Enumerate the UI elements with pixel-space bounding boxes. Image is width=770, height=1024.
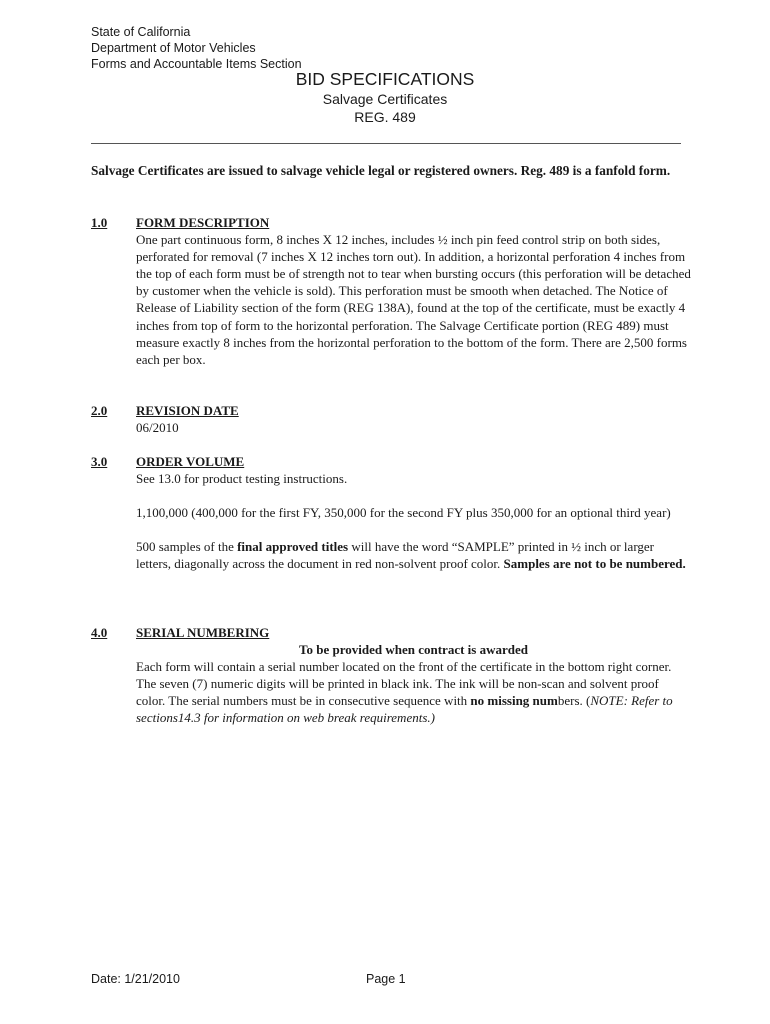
section-body <box>136 470 691 572</box>
section-form-description <box>91 214 691 368</box>
section-number: 1.0 <box>91 215 108 230</box>
contract-subheading: To be provided when contract is awarded <box>299 642 528 658</box>
section-number: 2.0 <box>91 403 108 418</box>
section-number: 3.0 <box>91 454 108 469</box>
section-heading <box>91 624 691 641</box>
section-title: FORM DESCRIPTION <box>136 215 270 230</box>
document-subtitle: Salvage Certificates <box>322 91 448 107</box>
agency-section: Forms and Accountable Items Section <box>91 57 302 71</box>
agency-header <box>91 24 302 72</box>
order-quantity: 1,100,000 (400,000 for the first FY, 350,000 for the second FY plus 350,000 for an optional third year) <box>136 505 671 521</box>
testing-instructions-note: See 13.0 for product testing instructions. <box>136 471 348 487</box>
section-title: SERIAL NUMBERING <box>136 625 270 640</box>
intro-paragraph: Salvage Certificates are issued to salvage vehicle legal or registered owners. Reg. 489 is a fanfold form. <box>91 163 671 178</box>
agency-department: Department of Motor Vehicles <box>91 41 256 55</box>
title-block <box>0 69 770 126</box>
section-body: One part continuous form, 8 inches X 12 inches, includes ½ inch pin feed control strip on both sides, perforated for removal (7 inches X 12 inches torn out). In addition, a horizontal perforation 4 inches from the top of each form must be of strength not to tear when bursting occurs (this perforation will be detached by customer when the vehicle is sold). This perforation must be smooth when detached. The Notice of Release of Liability section of the form (REG 138A), found at the top of the certificate, must be exactly 4 inches from top of form to the horizontal perforation. The Salvage Certificate portion (REG 489) must measure exactly 8 inches from the horizontal perforation to the bottom of the form. There are 2,500 forms each per box. <box>136 232 691 367</box>
section-number: 4.0 <box>91 625 108 640</box>
section-heading <box>91 214 691 231</box>
section-title: REVISION DATE <box>136 403 239 418</box>
footer-date: Date: 1/21/2010 <box>91 972 180 986</box>
form-number: REG. 489 <box>354 109 416 125</box>
samples-paragraph: 500 samples of the final approved titles will have the word “SAMPLE” printed in ½ inch or larger letters, diagonally across the document in red non-solvent proof color. Samples are not to be numbered. <box>136 539 686 572</box>
horizontal-divider <box>91 143 681 144</box>
section-title: ORDER VOLUME <box>136 454 245 469</box>
revision-date-value: 06/2010 <box>136 420 179 436</box>
section-heading <box>91 402 691 419</box>
footer-page-number: Page 1 <box>366 972 406 986</box>
serial-numbering-paragraph: Each form will contain a serial number located on the front of the certificate in the bottom right corner. The seven (7) numeric digits will be printed in black ink. The ink will be non-scan and solvent proof color. The serial numbers must be in consecutive sequence with no missing numbers. (NOTE: Refer to sections14.3 for information on web break requirements.) <box>136 659 673 726</box>
section-order-volume <box>91 453 691 572</box>
section-heading <box>91 453 691 470</box>
agency-state: State of California <box>91 25 191 39</box>
section-revision-date <box>91 402 691 436</box>
section-body <box>136 641 691 726</box>
document-title: BID SPECIFICATIONS <box>295 69 475 89</box>
section-serial-numbering <box>91 624 691 727</box>
